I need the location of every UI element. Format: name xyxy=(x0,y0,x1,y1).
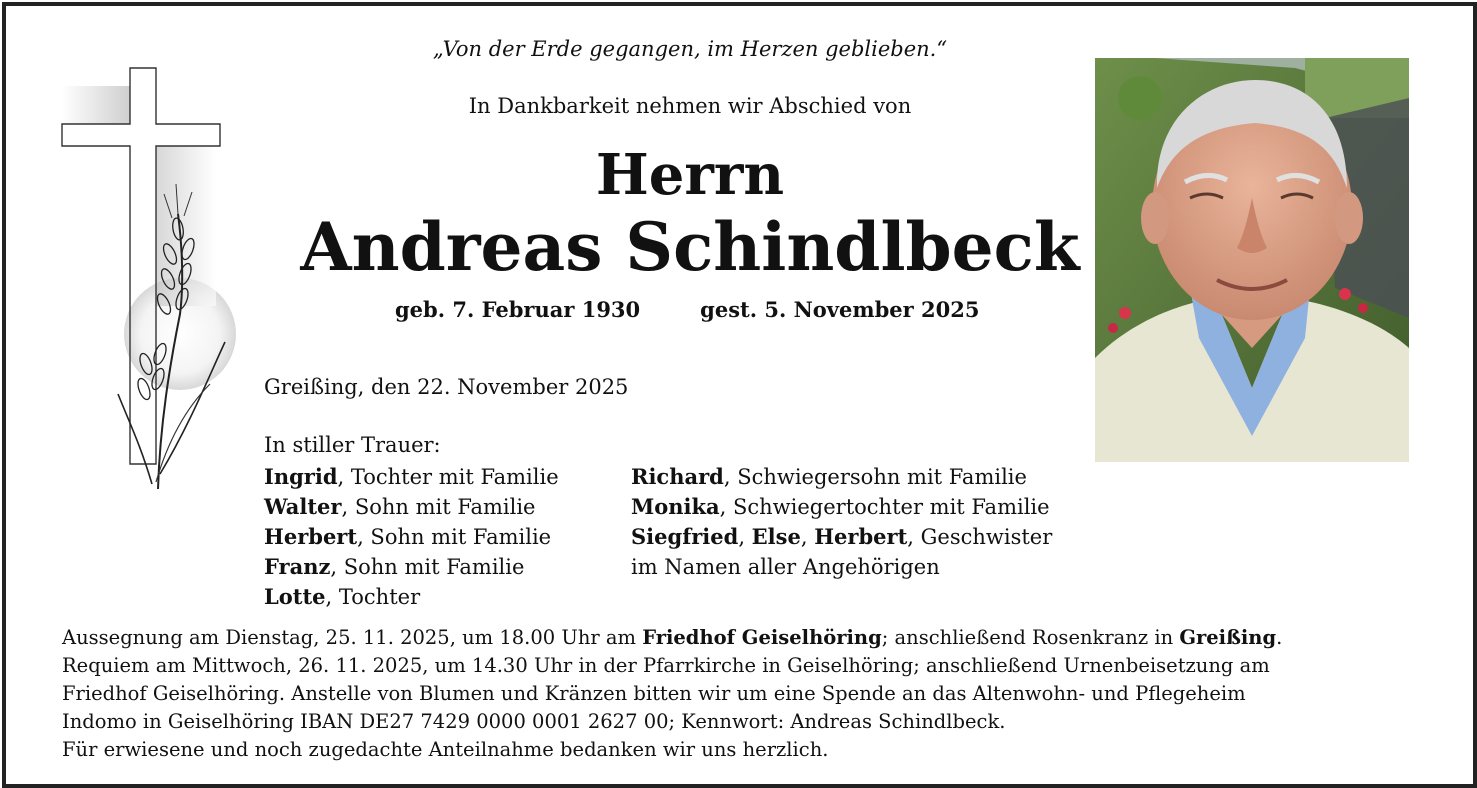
salutation: Herrn xyxy=(595,142,785,208)
requiem-line: Requiem am Mittwoch, 26. 11. 2025, um 14.30 Uhr in der Pfarrkirche in Geiselhöring; anschließend Urnenbeisetzung am xyxy=(62,654,1270,677)
mourner-name: Lotte xyxy=(264,584,326,609)
service-details xyxy=(62,624,1422,764)
mourner-row xyxy=(631,552,1052,582)
mourner-row xyxy=(264,462,559,492)
life-dates xyxy=(395,297,979,322)
text: Aussegnung am Dienstag, 25. 11. 2025, um 18.00 Uhr am xyxy=(62,626,643,649)
mourner-relation: , Schwiegertochter mit Familie xyxy=(719,495,1050,519)
mourner-relation: , Sohn mit Familie xyxy=(330,555,525,579)
birth-date: geb. 7. Februar 1930 xyxy=(395,297,641,322)
mourner-row xyxy=(264,522,559,552)
donation-line: Friedhof Geiselhöring. Anstelle von Blumen und Kränzen bitten wir um eine Spende an das Altenwohn- und Pflegeheim xyxy=(62,682,1246,705)
mourner-relation: , Tochter mit Familie xyxy=(337,465,559,489)
intro-text: In Dankbarkeit nehmen wir Abschied von xyxy=(468,94,912,118)
quote: „Von der Erde gegangen, im Herzen geblieben.“ xyxy=(432,37,948,61)
separator: , xyxy=(800,525,815,549)
mourner-row xyxy=(264,582,559,612)
deceased-name: Andreas Schindlbeck xyxy=(300,208,1080,286)
death-date: gest. 5. November 2025 xyxy=(700,297,980,322)
rosary-place: Greißing xyxy=(1179,626,1277,649)
thanks-line: Für erwiesene und noch zugedachte Anteilnahme bedanken wir uns herzlich. xyxy=(62,738,829,761)
mourner-name: Else xyxy=(751,524,801,549)
mourner-row xyxy=(631,462,1052,492)
mourners-right xyxy=(631,462,1052,582)
portrait-photo xyxy=(1095,58,1409,462)
text: . xyxy=(1276,626,1283,649)
mourner-relation: , Schwiegersohn mit Familie xyxy=(723,465,1027,489)
mourner-relation: , Sohn mit Familie xyxy=(357,525,552,549)
mourners-left xyxy=(264,462,559,612)
mourner-name: Franz xyxy=(264,554,331,579)
mourner-relation: , Sohn mit Familie xyxy=(341,495,536,519)
mourner-name: Siegfried xyxy=(631,524,739,549)
family-note: im Namen aller Angehörigen xyxy=(631,555,940,579)
mourner-name: Herbert xyxy=(814,524,908,549)
mourner-row xyxy=(631,492,1052,522)
funeral-line xyxy=(62,624,1422,652)
mourner-row xyxy=(631,522,1052,552)
mourner-name: Ingrid xyxy=(264,464,338,489)
iban-line: Indomo in Geiselhöring IBAN DE27 7429 0000 0001 2627 00; Kennwort: Andreas Schindlbeck. xyxy=(62,710,1006,733)
mourner-row xyxy=(264,492,559,522)
text: ; anschließend Rosenkranz in xyxy=(881,626,1180,649)
mourner-name: Richard xyxy=(631,464,724,489)
place-date: Greißing, den 22. November 2025 xyxy=(264,375,629,399)
separator: , xyxy=(738,525,752,549)
mourning-label: In stiller Trauer: xyxy=(264,433,441,457)
mourner-relation: , Tochter xyxy=(325,585,421,609)
mourner-name: Herbert xyxy=(264,524,358,549)
cemetery: Friedhof Geiselhöring xyxy=(642,626,882,649)
mourner-name: Monika xyxy=(631,494,720,519)
mourner-relation: , Geschwister xyxy=(907,525,1053,549)
mourner-row xyxy=(264,552,559,582)
mourner-name: Walter xyxy=(264,494,342,519)
